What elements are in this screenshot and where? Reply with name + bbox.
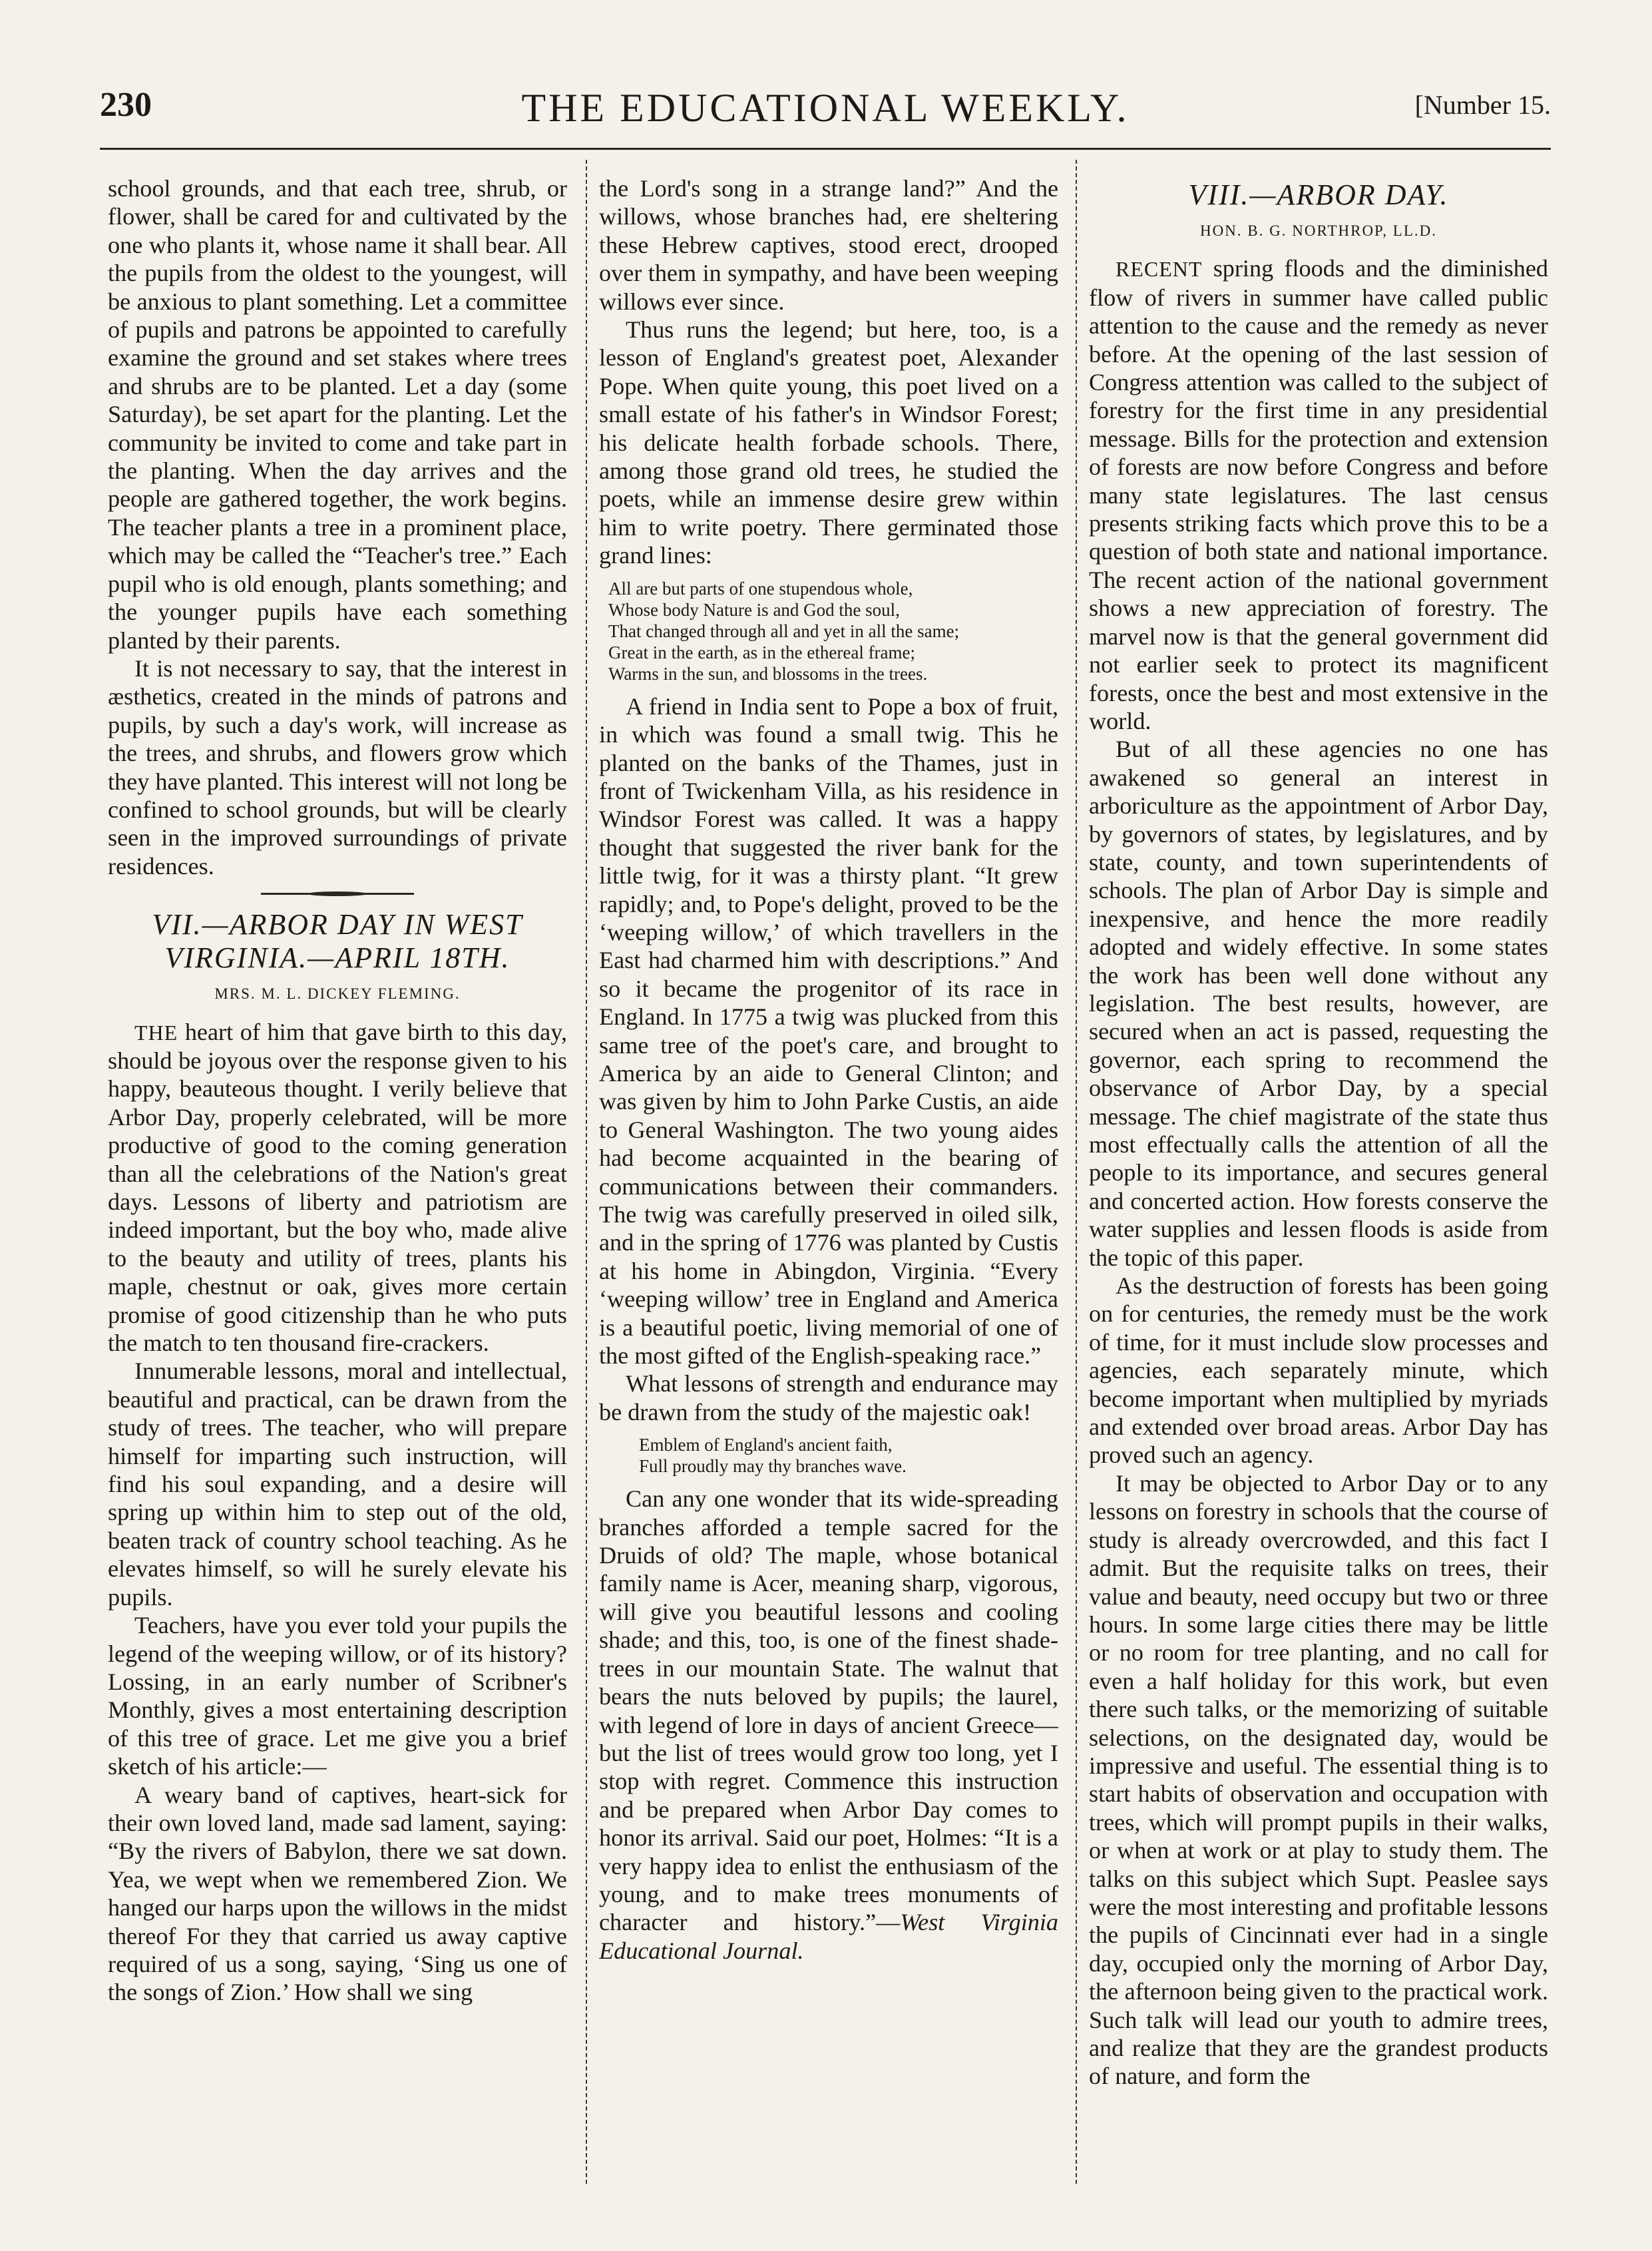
paragraph: Teachers, have you ever told your pupils the legend of the weeping willow, or of its history? Lossing, in an early number of Scribner's Monthly, gives a most entertaining description of this tree of grace. Let me give you a brief sketch of his article:— — [108, 1612, 567, 1780]
paragraph: But of all these agencies no one has awakened so general an interest in arboriculture as the appointment of Arbor Day, by governors of states, by legislatures, and by state, county, and town superintendents of schools. The plan of Arbor Day is simple and inexpensive, and hence the more readily adopted and widely effective. In some states the work has been well done without any legislation. The best results, however, are secured when an act is passed, requesting the governor, each spring to recommend the observance of Arbor Day, by a special message. The chief magistrate of the state thus most effectually calls the attention of all the people to its importance, and secures general and concerted action. How forests conserve the water supplies and lessen floods is aside from the topic of this paper. — [1089, 736, 1548, 1271]
paragraph: Thus runs the legend; but here, too, is a lesson of England's greatest poet, Alexander Pope. When quite young, this poet lived on a small estate of his father's in Windsor Forest; his delicate health forbade schools. There, among those grand old trees, he studied the poets, while an immense desire grew within him to write poetry. There germinated those grand lines: — [599, 316, 1058, 569]
paragraph: Innumerable lessons, moral and intellectual, beautiful and practical, can be drawn from the study of trees. The teacher, who will prepare himself for imparting such instruction, will find his soul expanding, and a desire will spring up within him to step out of the old, beaten track of country school teaching. As he elevates himself, so will he surely elevate his pupils. — [108, 1358, 567, 1611]
journal-title: THE EDUCATIONAL WEEKLY. — [521, 86, 1130, 130]
paragraph: RECENT spring floods and the diminished flow of rivers in summer have called public attention to the cause and the remedy as never before. At the opening of the last session of Congress attention was called to the subject of forestry for the first time in any presidential message. Bills for the protection and extension of forests are now before Congress and before many state legislatures. The last census presents striking facts which prove this to be a question of both state and national importance. The recent action of the national government shows a new appreciation of forestry. The marvel now is that the general government did not earlier seek to protect its magnificent forests, once the best and most extensive in the world. — [1089, 255, 1548, 734]
verse-line: Warms in the sun, and blossoms in the trees. — [608, 663, 928, 684]
paragraph: the Lord's song in a strange land?” And the willows, whose branches had, ere sheltering these Hebrew captives, stood erect, drooped over them in sympathy, and have been weeping willows ever since. — [599, 175, 1058, 315]
paragraph: THE heart of him that gave birth to this day, should be joyous over the response given to his happy, beauteous thought. I verily believe that Arbor Day, properly celebrated, will be more productive of good to the coming generation than all the celebrations of the Nation's great days. Lessons of liberty and patriotism are indeed important, but the boy who, made alive to the beauty and utility of trees, plants his maple, chestnut or oak, gives more certain promise of good citizenship than he who puts the match to ten thousand fire-crackers. — [108, 1018, 567, 1357]
column-1 — [108, 174, 567, 2205]
page-header — [100, 85, 1551, 138]
lead-word: THE — [134, 1020, 178, 1045]
author-byline: MRS. M. L. DICKEY FLEMING. — [214, 985, 461, 1003]
issue-number: [Number 15. — [1414, 90, 1551, 120]
paragraph: It may be objected to Arbor Day or to any lessons on forestry in schools that the course of study is already overcrowded, and this fact I admit. But the requisite talks on trees, their value and beauty, need occupy but two or three hours. In some large cities there may be little or no room for tree planting, and no call for even a half holiday for this work, but even there such talks, or the memorizing of suitable selections, on the designated day, would be impressive and useful. The essential thing is to start habits of observation and occupation with trees, which will prompt pupils in their walks, or when at work or at play to study them. The talks on this subject which Supt. Peaslee says were the most interesting and profitable lessons the pupils of Cincinnati ever had in a single day, occupied only the morning of Arbor Day, the afternoon being given to the practical work. Such talk will lead our youth to admire trees, and realize that they are the grandest products of nature, and form the — [1089, 1469, 1548, 2090]
paragraph: Can any one wonder that its wide-spreading branches afforded a temple sacred for the Druids of old? The maple, whose botanical family name is Acer, meaning sharp, vigorous, will give you beautiful lessons and cooling shade; and this, too, is one of the finest shade-trees in our mountain State. The walnut that bears the nuts beloved by pupils; the laurel, with legend of lore in days of ancient Greece—but the list of trees would grow too long, yet I stop with regret. Commence this instruction and be prepared when Arbor Day comes to honor its arrival. Said our poet, Holmes: “It is a very happy idea to enlist the enthusiasm of the young, and to make trees monuments of character and history.”—West Virginia Educational Journal. — [599, 1485, 1058, 1964]
paragraph: A friend in India sent to Pope a box of fruit, in which was found a small twig. This he planted on the banks of the Thames, just in front of Twickenham Villa, as his residence in Windsor Forest was called. It was a happy thought that suggested the river bank for the little twig, for it was a thirsty plant. “It grew rapidly; and, to Pope's delight, proved to be the ‘weeping willow,’ of which travellers in the East had charmed him with descriptions.” And so it became the progenitor of its race in England. In 1775 a twig was plucked from this same tree of the poet's care, and brought to America by an aide to General Clinton; and was given by him to John Parke Custis, an aide to General Washington. The two young aides had become acquainted in the bearing of communications between their commanders. The twig was carefully preserved in oiled silk, and in the spring of 1776 was planted by Custis at his home in Abingdon, Virginia. “Every ‘weeping willow’ tree in England and America is a beautiful poetic, living memorial of one of the most gifted of the English-speaking race.” — [599, 692, 1058, 1370]
verse-line: That changed through all and yet in all the same; — [608, 621, 960, 641]
column-divider — [1076, 160, 1077, 2184]
source-citation: West Virginia Educational Journal. — [599, 1909, 1058, 1964]
column-3 — [1089, 174, 1548, 2205]
verse-quote — [599, 578, 1058, 684]
section-title: VII.—ARBOR DAY IN WEST VIRGINIA.—APRIL 18TH. — [152, 908, 523, 975]
section-ornament — [108, 891, 567, 896]
page-number: 230 — [100, 86, 152, 124]
lead-word: RECENT — [1116, 257, 1203, 282]
paragraph: A weary band of captives, heart-sick for their own loved land, made sad lament, saying: “By the rivers of Babylon, there we sat down. Yea, we wept when we remembered Zion. We hanged our harps upon the willows in the midst thereof For they that carried us away captive required of us a song, saying, ‘Sing us one of the songs of Zion.’ How shall we sing — [108, 1781, 567, 2006]
column-divider — [586, 160, 587, 2184]
section-title: VIII.—ARBOR DAY. — [1188, 178, 1449, 211]
author-byline: HON. B. G. NORTHROP, LL.D. — [1199, 222, 1438, 239]
paragraph: school grounds, and that each tree, shrub, or flower, shall be cared for and cultivated by the one who plants it, whose name it shall bear. All the pupils from the oldest to the youngest, will be anxious to plant something. Let a committee of pupils and patrons be appointed to carefully examine the ground and set stakes where trees and shrubs are to be planted. Let a day (some Saturday), be set apart for the planting. Let the community be invited to come and take part in the planting. When the day arrives and the people are gathered together, the work begins. The teacher plants a tree in a prominent place, which may be called the “Teacher's tree.” Each pupil who is old enough, plants something; and the younger pupils have each something planted by their parents. — [108, 175, 567, 654]
paragraph: What lessons of strength and endurance may be drawn from the study of the majestic oak! — [599, 1370, 1058, 1425]
paragraph: As the destruction of forests has been going on for centuries, the remedy must be the work of time, for it must include slow processes and agencies, each separately minute, which become important when multiplied by myriads and extended over broad areas. Arbor Day has proved such an agency. — [1089, 1272, 1548, 1469]
verse-line: Full proudly may thy branches wave. — [639, 1456, 907, 1477]
verse-line: Great in the earth, as in the ethereal frame; — [608, 642, 916, 662]
verse-line: All are but parts of one stupendous whole, — [608, 578, 913, 599]
verse-line: Emblem of England's ancient faith, — [639, 1435, 893, 1455]
column-2 — [599, 174, 1058, 2205]
verse-quote — [599, 1434, 1058, 1477]
paragraph: It is not necessary to say, that the interest in æsthetics, created in the minds of patrons and pupils, by such a day's work, will increase as the trees, and shrubs, and flowers grow which they have planted. This interest will not long be confined to school grounds, but will be clearly seen in the improved surroundings of private residences. — [108, 654, 567, 879]
verse-line: Whose body Nature is and God the soul, — [608, 599, 900, 620]
header-rule — [100, 148, 1551, 150]
